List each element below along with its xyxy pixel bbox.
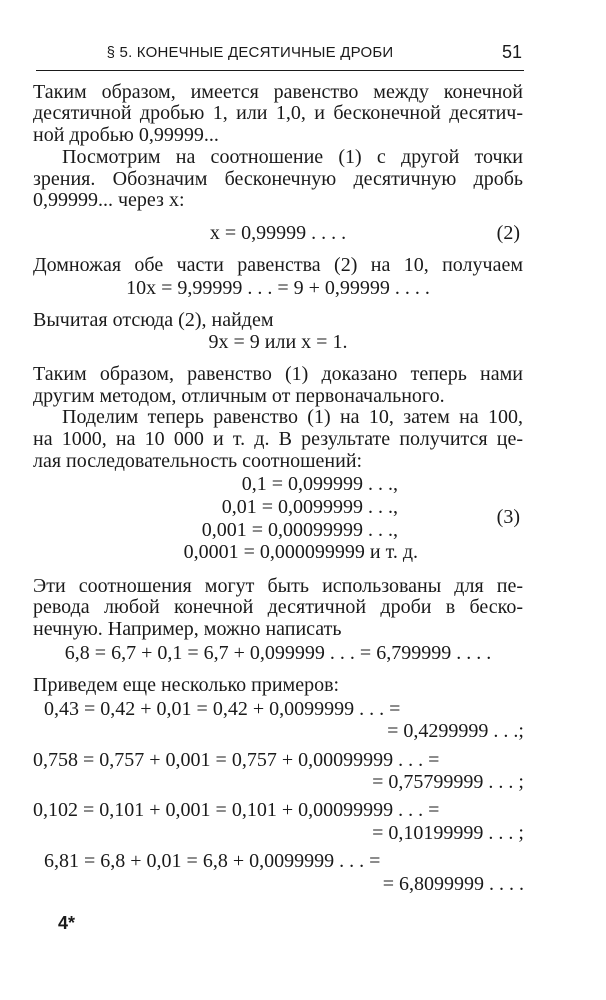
equation-3-number: (3)	[496, 506, 520, 528]
signature-mark: 4*	[58, 913, 76, 933]
example-4-line-1: 6,81 = 6,8 + 0,01 = 6,8 + 0,0099999 . . . =	[44, 850, 381, 872]
example-3-line-1: 0,102 = 0,101 + 0,001 = 0,101 + 0,00099999 . . . =	[33, 799, 440, 821]
paragraph-5-line-1: Таким образом, равенство (1) доказано теперь нами	[33, 363, 523, 385]
equation-2: x = 0,99999 . . . .	[209, 222, 347, 244]
equation-2-number: (2)	[496, 222, 520, 244]
relation-2: 0,01 = 0,0099999 . . .,	[221, 496, 398, 518]
example-1-line-2: = 0,4299999 . . .;	[387, 720, 524, 742]
equation-multiply: 10x = 9,99999 . . . = 9 + 0,99999 . . . .	[126, 277, 430, 299]
paragraph-4: Вычитая отсюда (2), найдем	[33, 309, 274, 331]
example-1-line-1: 0,43 = 0,42 + 0,01 = 0,42 + 0,0099999 . . . =	[44, 698, 401, 720]
paragraph-3: Домножая обе части равенства (2) на 10, получаем	[33, 254, 523, 276]
paragraph-2-line-2: зрения. Обозначим бесконечную десятичную дробь	[33, 168, 523, 190]
running-header	[36, 40, 524, 71]
example-2-line-2: = 0,75799999 . . . ;	[372, 771, 524, 793]
paragraph-2-line-3: 0,99999... через x:	[33, 189, 185, 211]
paragraph-8: Приведем еще несколько примеров:	[33, 674, 340, 696]
paragraph-6-line-1: Поделим теперь равенство (1) на 10, затем на 100,	[62, 406, 523, 428]
paragraph-2-line-1: Посмотрим на соотношение (1) с другой точки	[62, 146, 523, 168]
equation-subtract: 9x = 9 или x = 1.	[208, 331, 348, 353]
paragraph-7-line-2: ревода любой конечной десятичной дроби в беско-	[33, 596, 523, 618]
page-number: 51	[501, 42, 522, 62]
paragraph-1-line-3: ной дробью 0,99999...	[33, 124, 219, 146]
example-2-line-1: 0,758 = 0,757 + 0,001 = 0,757 + 0,00099999 . . . =	[33, 749, 440, 771]
equation-example: 6,8 = 6,7 + 0,1 = 6,7 + 0,099999 . . . = 6,799999 . . . .	[64, 642, 492, 664]
paragraph-6-line-3: лая последовательность соотношений:	[33, 450, 363, 472]
example-3-line-2: = 0,10199999 . . . ;	[372, 822, 524, 844]
paragraph-7-line-1: Эти соотношения могут быть использованы для пе-	[33, 575, 523, 597]
relation-4: 0,0001 = 0,000099999 и т. д.	[183, 541, 418, 563]
section-title: § 5. КОНЕЧНЫЕ ДЕСЯТИЧНЫЕ ДРОБИ	[106, 44, 394, 61]
paragraph-1-line-2: десятичной дробью 1, или 1,0, и бесконечной десятич-	[33, 102, 523, 124]
paragraph-5-line-2: другим методом, отличным от первоначального.	[33, 385, 445, 407]
relation-1: 0,1 = 0,099999 . . .,	[241, 473, 398, 495]
paragraph-1-line-1: Таким образом, имеется равенство между конечной	[33, 81, 523, 103]
example-4-line-2: = 6,8099999 . . . .	[382, 873, 524, 895]
paragraph-6-line-2: на 1000, на 10 000 и т. д. В результате получится це-	[33, 428, 523, 450]
paragraph-7-line-3: нечную. Например, можно написать	[33, 618, 342, 640]
relation-3: 0,001 = 0,00099999 . . .,	[201, 519, 398, 541]
